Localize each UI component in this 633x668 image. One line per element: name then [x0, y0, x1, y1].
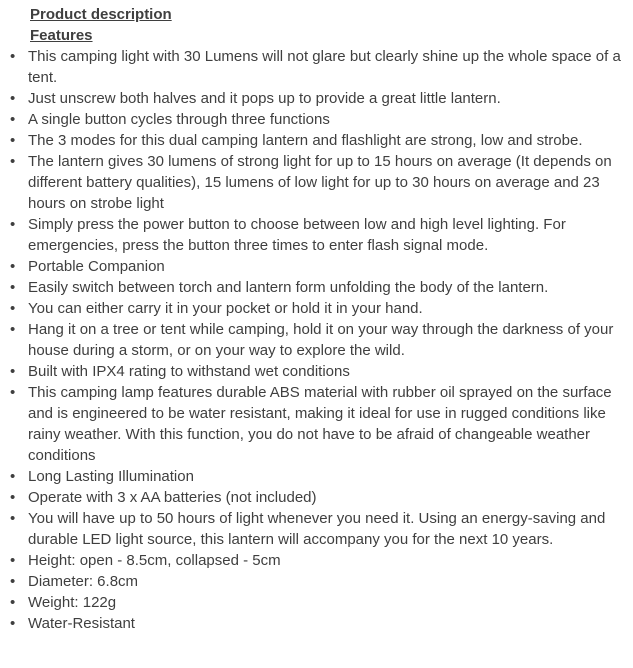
- feature-item: • This camping lamp features durable ABS material with rubber oil sprayed on the surface and is engineered to be water resistant, making it ideal for use in rugged conditions like rainy weather. With this function, you do not have to be afraid of changeable weather conditions: [28, 382, 626, 466]
- feature-item: • This camping light with 30 Lumens will not glare but clearly shine up the whole space of a tent.: [28, 46, 626, 88]
- features-heading: Features: [30, 27, 93, 44]
- feature-item: • Built with IPX4 rating to withstand wet conditions: [28, 361, 626, 382]
- feature-item: • A single button cycles through three functions: [28, 109, 626, 130]
- feature-item: • Simply press the power button to choose between low and high level lighting. For emergencies, press the button three times to enter flash signal mode.: [28, 214, 626, 256]
- feature-item: • Hang it on a tree or tent while camping, hold it on your way through the darkness of your house during a storm, or on your way to explore the wild.: [28, 319, 626, 361]
- feature-item: • The lantern gives 30 lumens of strong light for up to 15 hours on average (It depends on different battery qualities), 15 lumens of low light for up to 30 hours on average and 23 hours on strobe light: [28, 151, 626, 214]
- feature-item: • Just unscrew both halves and it pops up to provide a great little lantern.: [28, 88, 626, 109]
- feature-item: • The 3 modes for this dual camping lantern and flashlight are strong, low and strobe.: [28, 130, 626, 151]
- page-title: Product description: [30, 6, 172, 23]
- feature-item: • You can either carry it in your pocket or hold it in your hand.: [28, 298, 626, 319]
- feature-item: • Diameter: 6.8cm: [28, 571, 626, 592]
- feature-item: • Easily switch between torch and lantern form unfolding the body of the lantern.: [28, 277, 626, 298]
- features-list: [28, 46, 626, 634]
- feature-item: • Operate with 3 x AA batteries (not included): [28, 487, 626, 508]
- feature-item: • Weight: 122g: [28, 592, 626, 613]
- feature-item: • Water-Resistant: [28, 613, 626, 634]
- feature-item: • Height: open - 8.5cm, collapsed - 5cm: [28, 550, 626, 571]
- feature-item: • You will have up to 50 hours of light whenever you need it. Using an energy-saving and durable LED light source, this lantern will accompany you for the next 10 years.: [28, 508, 626, 550]
- feature-item: • Portable Companion: [28, 256, 626, 277]
- feature-item: • Long Lasting Illumination: [28, 466, 626, 487]
